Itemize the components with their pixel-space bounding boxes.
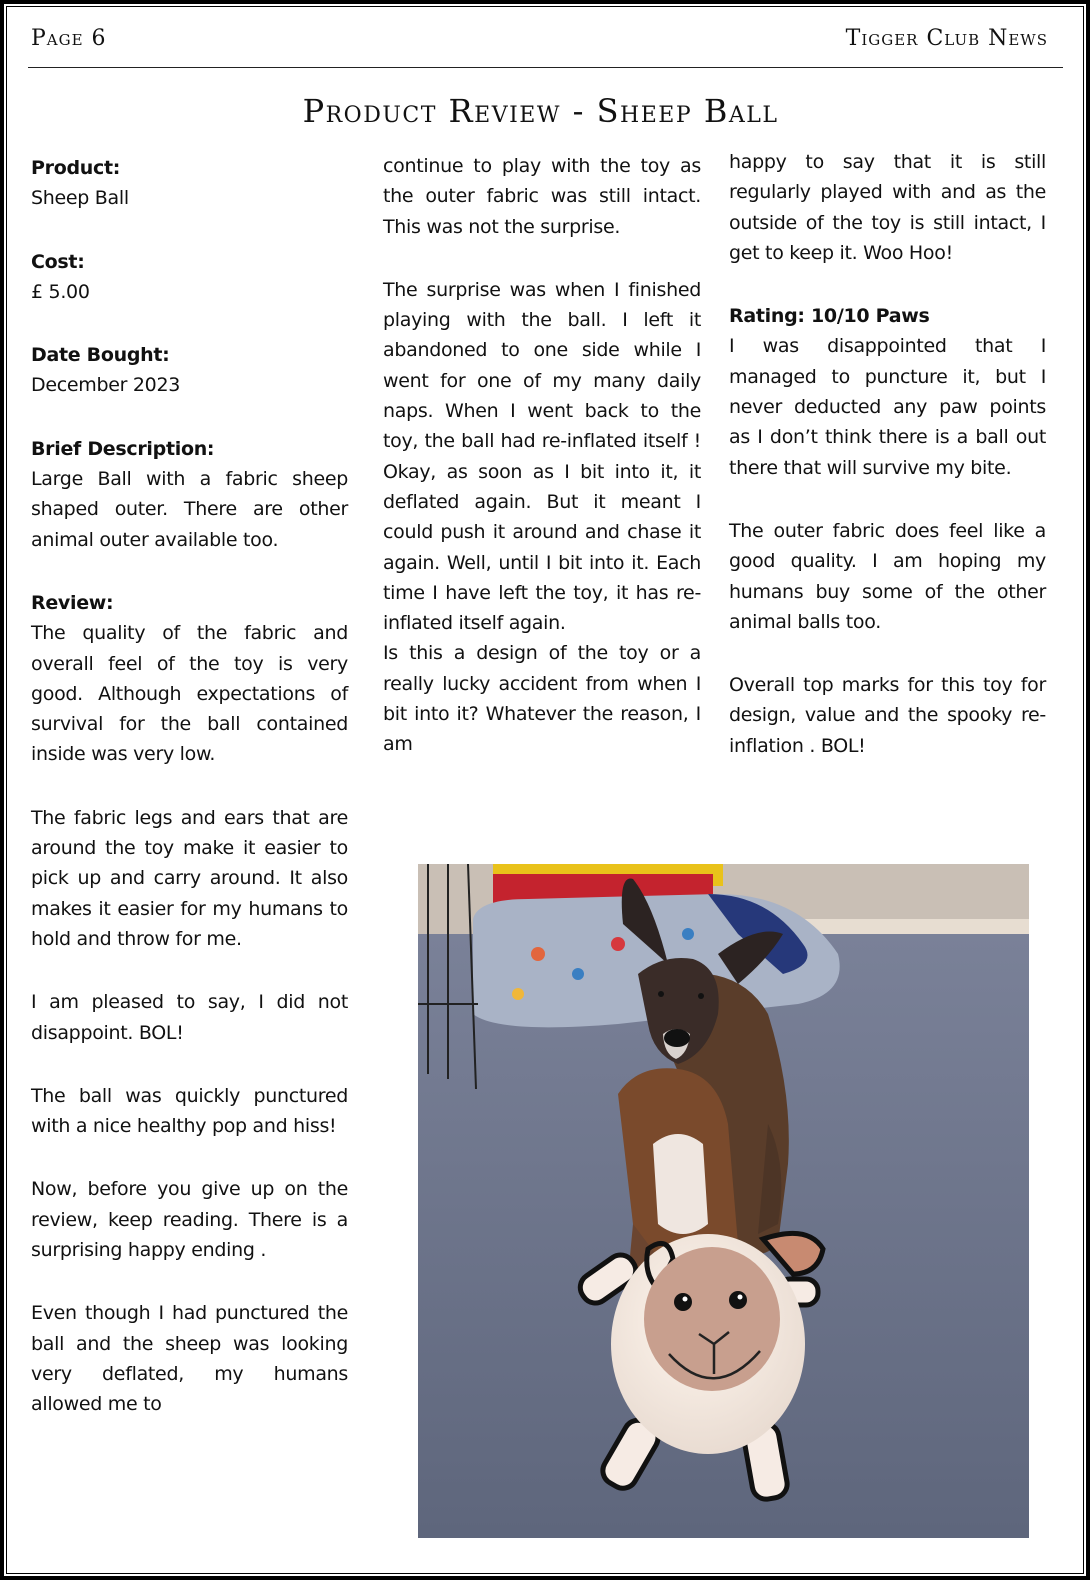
review-paragraph: Now, before you give up on the review, keep reading. There is a surprising happy ending .	[31, 1178, 348, 1262]
cost-label: Cost:	[31, 250, 85, 273]
review-paragraph: The ball was quickly punctured with a nice healthy pop and hiss!	[31, 1084, 348, 1138]
header-divider	[28, 67, 1063, 68]
product-label: Product:	[31, 157, 121, 179]
review-paragraph: Is this a design of the toy or a really lucky accident from when I bit into it? Whatever the reason, I am	[383, 642, 701, 756]
date-block	[31, 340, 348, 401]
date-value: December 2023	[31, 374, 181, 397]
page-title: Product Review - Sheep Ball	[302, 92, 779, 130]
review-paragraph: The surprise was when I finished playing with the ball. I left it abandoned to one side while I went for one of my many daily naps. When I went back to the toy, the ball had re-inflated itself ! Okay, as soon as I bit into it, it deflated again. But it meant I could push it around and chase it again. Well, until I bit into it. Each time I have left the toy, it has re-inflated itself again.	[383, 278, 701, 635]
review-paragraph: Even though I had punctured the ball and the sheep was looking very deflated, my humans allowed me to	[31, 1302, 348, 1416]
column-1	[31, 153, 348, 1420]
review-paragraph: The quality of the fabric and overall feel of the toy is very good. Although expectations of survival for the ball contained inside was very low.	[31, 622, 348, 766]
date-label: Date Bought:	[31, 344, 170, 367]
review-block	[31, 588, 348, 770]
rating-paragraph: Overall top marks for this toy for design, value and the spooky re-inflation . BOL!	[729, 674, 1046, 757]
review-paragraph: I am pleased to say, I did not disappoint. BOL!	[31, 991, 348, 1044]
review-paragraph: continue to play with the toy as the outer fabric was still intact. This was not the surprise.	[383, 155, 701, 238]
column-3	[729, 147, 1046, 761]
description-label: Brief Description:	[31, 437, 215, 460]
product-value: Sheep Ball	[31, 187, 129, 210]
review-paragraph: The fabric legs and ears that are around the toy make it easier to pick up and carry around. It also makes it easier for my humans to hold and throw for me.	[31, 806, 348, 950]
page-number: Page 6	[31, 26, 107, 51]
review-paragraph: happy to say that it is still regularly played with and as the outside of the toy is still intact, I get to keep it. Woo Hoo!	[729, 151, 1046, 264]
description-block	[31, 434, 348, 555]
rating-paragraph: I was disappointed that I managed to puncture it, but I never deducted any paw points as I don’t think there is a ball out there that will survive my bite.	[729, 335, 1046, 479]
description-value: Large Ball with a fabric sheep shaped outer. There are other animal outer available too.	[31, 468, 348, 551]
rating-paragraph: The outer fabric does feel like a good quality. I am hoping my humans buy some of the other animal balls too.	[729, 519, 1046, 633]
column-2	[383, 151, 701, 760]
rating-block	[729, 301, 1046, 483]
cost-block	[31, 247, 348, 308]
review-label: Review:	[31, 591, 114, 614]
publication-name: Tigger Club News	[845, 26, 1048, 51]
product-block	[31, 153, 348, 214]
cost-value: £ 5.00	[31, 280, 90, 303]
rating-label: Rating: 10/10 Paws	[729, 305, 930, 328]
dog-with-sheep-ball-photo	[418, 864, 1029, 1538]
